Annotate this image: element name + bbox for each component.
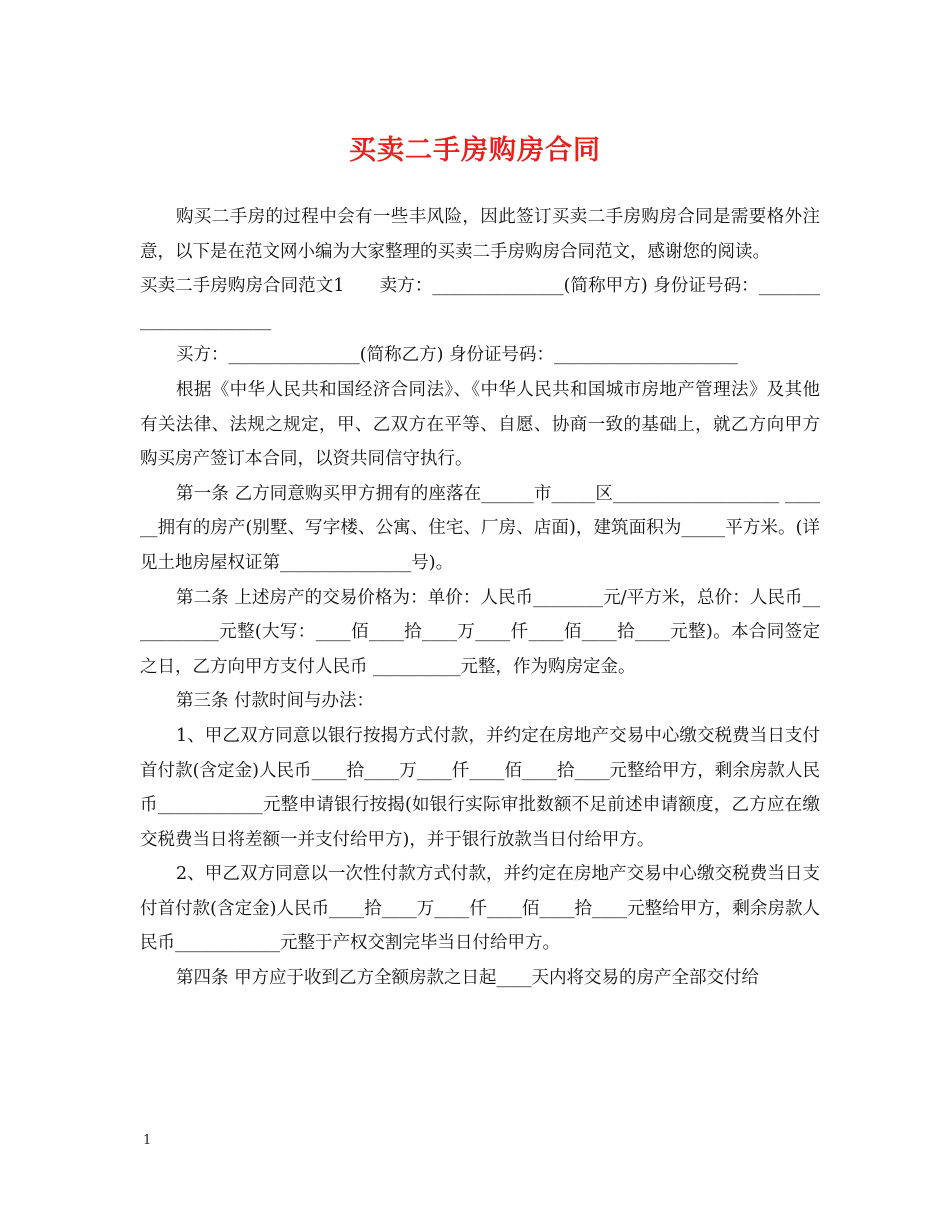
document-body — [140, 200, 820, 996]
seller-line: 买卖二手房购房合同范文1 卖方：_______________(简称甲方) 身份证号码：______________________ — [140, 276, 820, 331]
legal-basis-paragraph: 根据《中华人民共和国经济合同法》、《中华人民共和国城市房地产管理法》及其他有关法律、法规之规定，甲、乙双方在平等、自愿、协商一致的基础上，就乙方向甲方购买房产签订本合同，以资共同信守执行。 — [140, 379, 820, 470]
page-number: 1 — [143, 1133, 152, 1148]
document-title: 买卖二手房购房合同 — [349, 135, 601, 166]
buyer-line: 买方：_______________(简称乙方) 身份证号码：_____________________ — [176, 345, 738, 366]
article-1: 第一条 乙方同意购买甲方拥有的座落在______市_____区___________________ ______拥有的房产(别墅、写字楼、公寓、住宅、厂房、店面)，建筑面积为_____平方米。(详见土地房屋权证第_______________号)。 — [140, 483, 820, 573]
article-4: 第四条 甲方应于收到乙方全额房款之日起____天内将交易的房产全部交付给 — [176, 968, 760, 989]
intro-paragraph: 购买二手房的过程中会有一些丰风险，因此签订买卖二手房购房合同是需要格外注意，以下是在范文网小编为大家整理的买卖二手房购房合同范文，感谢您的阅读。 — [140, 207, 820, 262]
article-2: 第二条 上述房产的交易价格为：单价：人民币________元/平方米，总价：人民币___________元整(大写：____佰____拾____万____仟____佰____拾____元整)。本合同签定之日，乙方向甲方支付人民币 __________元整，作为购房定金。 — [140, 587, 820, 677]
article-3-item-1: 1、甲乙双方同意以银行按揭方式付款，并约定在房地产交易中心缴交税费当日支付首付款(含定金)人民币____拾____万____仟____佰____拾____元整给甲方，剩余房款人民币____________元整申请银行按揭(如银行实际审批数额不足前述申请额度，乙方应在缴交税费当日将差额一并支付给甲方)，并于银行放款当日付给甲方。 — [140, 725, 820, 850]
article-3-heading: 第三条 付款时间与办法： — [176, 691, 375, 712]
article-3-item-2: 2、甲乙双方同意以一次性付款方式付款，并约定在房地产交易中心缴交税费当日支付首付款(含定金)人民币____拾____万____仟____佰____拾____元整给甲方，剩余房款人民币____________元整于产权交割完毕当日付给甲方。 — [140, 864, 820, 954]
